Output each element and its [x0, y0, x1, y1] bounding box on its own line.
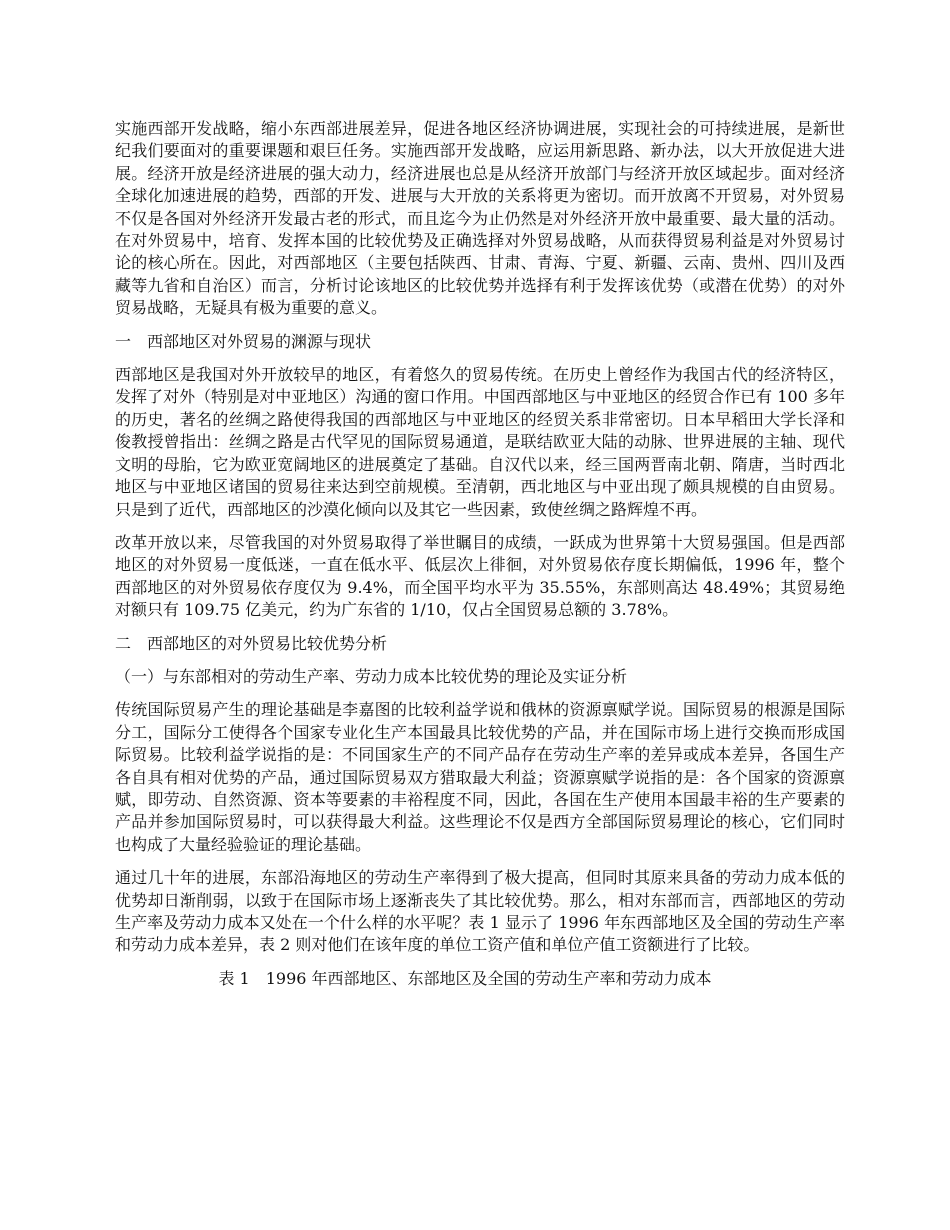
section-heading-1: 一 西部地区对外贸易的渊源与现状	[115, 331, 372, 351]
section-heading-2: 二 西部地区的对外贸易比较优势分析	[115, 633, 388, 653]
document-body	[115, 118, 845, 990]
table-caption: 表 1 1996 年西部地区、东部地区及全国的劳动生产率和劳动力成本	[218, 968, 712, 988]
intro-paragraph: 实施西部开发战略，缩小东西部进展差异，促进各地区经济协调进展，实现社会的可持续进展，是新世纪我们要面对的重要课题和艰巨任务。实施西部开发战略，应运用新思路、新办法，以大开放促进大进展。经济开放是经济进展的强大动力，经济进展也总是从经济开放部门与经济开放区域起步。面对经济全球化加速进展的趋势，西部的开发、进展与大开放的关系将更为密切。而开放离不开贸易，对外贸易不仅是各国对外经济开发最古老的形式，而且迄今为止仍然是对外经济开放中最重要、最大量的活动。在对外贸易中，培育、发挥本国的比较优势及正确选择对外贸易战略，从而获得贸易利益是对外贸易讨论的核心所在。因此，对西部地区（主要包括陕西、甘肃、青海、宁夏、新疆、云南、贵州、四川及西藏等九省和自治区）而言，分析讨论该地区的比较优势并选择有利于发挥该优势（或潜在优势）的对外贸易战略，无疑具有极为重要的意义。	[115, 119, 845, 318]
productivity-paragraph: 通过几十年的进展，东部沿海地区的劳动生产率得到了极大提高，但同时其原来具备的劳动力成本低的优势却日渐削弱，以致于在国际市场上逐渐丧失了其比较优势。那么，相对东部而言，西部地区的劳动生产率及劳动力成本又处在一个什么样的水平呢？表 1 显示了 1996 年东西部地区及全国的劳动生产率和劳动力成本差异，表 2 则对他们在该年度的单位工资产值和单位产值工资额进行了比较。	[115, 868, 845, 955]
current-status-paragraph: 改革开放以来，尽管我国的对外贸易取得了举世瞩目的成绩，一跃成为世界第十大贸易强国。但是西部地区的对外贸易一度低迷，一直在低水平、低层次上徘徊，对外贸易依存度长期偏低，1996 年，整个西部地区的对外贸易依存度仅为 9.4%，而全国平均水平为 35.55%，东部则高达 48.49%；其贸易绝对额只有 109.75 亿美元，约为广东省的 1/10，仅占全国贸易总额的 3.78%。	[115, 532, 845, 620]
theory-paragraph: 传统国际贸易产生的理论基础是李嘉图的比较利益学说和俄林的资源禀赋学说。国际贸易的根源是国际分工，国际分工使得各个国家专业化生产本国最具比较优势的产品，并在国际市场上进行交换而形成国际贸易。比较利益学说指的是：不同国家生产的不同产品存在劳动生产率的差异或成本差异，各国生产各自具有相对优势的产品，通过国际贸易双方猎取最大利益；资源禀赋学说指的是：各个国家的资源禀赋，即劳动、自然资源、资本等要素的丰裕程度不同，因此，各国在生产使用本国最丰裕的生产要素的产品并参加国际贸易时，可以获得最大利益。这些理论不仅是西方全部国际贸易理论的核心，它们同时也构成了大量经验验证的理论基础。	[115, 700, 845, 854]
history-paragraph: 西部地区是我国对外开放较早的地区，有着悠久的贸易传统。在历史上曾经作为我国古代的经济特区，发挥了对外（特别是对中亚地区）沟通的窗口作用。中国西部地区与中亚地区的经贸合作已有 100 多年的历史，著名的丝绸之路使得我国的西部地区与中亚地区的经贸关系非常密切。日本早稻田大学长泽和俊教授曾指出：丝绸之路是古代罕见的国际贸易通道，是联结欧亚大陆的动脉、世界进展的主轴、现代文明的母胎，它为欧亚宽阔地区的进展奠定了基础。自汉代以来，经三国两晋南北朝、隋唐，当时西北地区与中亚地区诸国的贸易往来达到空前规模。至清朝，西北地区与中亚出现了颇具规模的自由贸易。只是到了近代，西部地区的沙漠化倾向以及其它一些因素，致使丝绸之路辉煌不再。	[115, 365, 845, 519]
subsection-heading-1: （一）与东部相对的劳动生产率、劳动力成本比较优势的理论及实证分析	[115, 666, 628, 686]
